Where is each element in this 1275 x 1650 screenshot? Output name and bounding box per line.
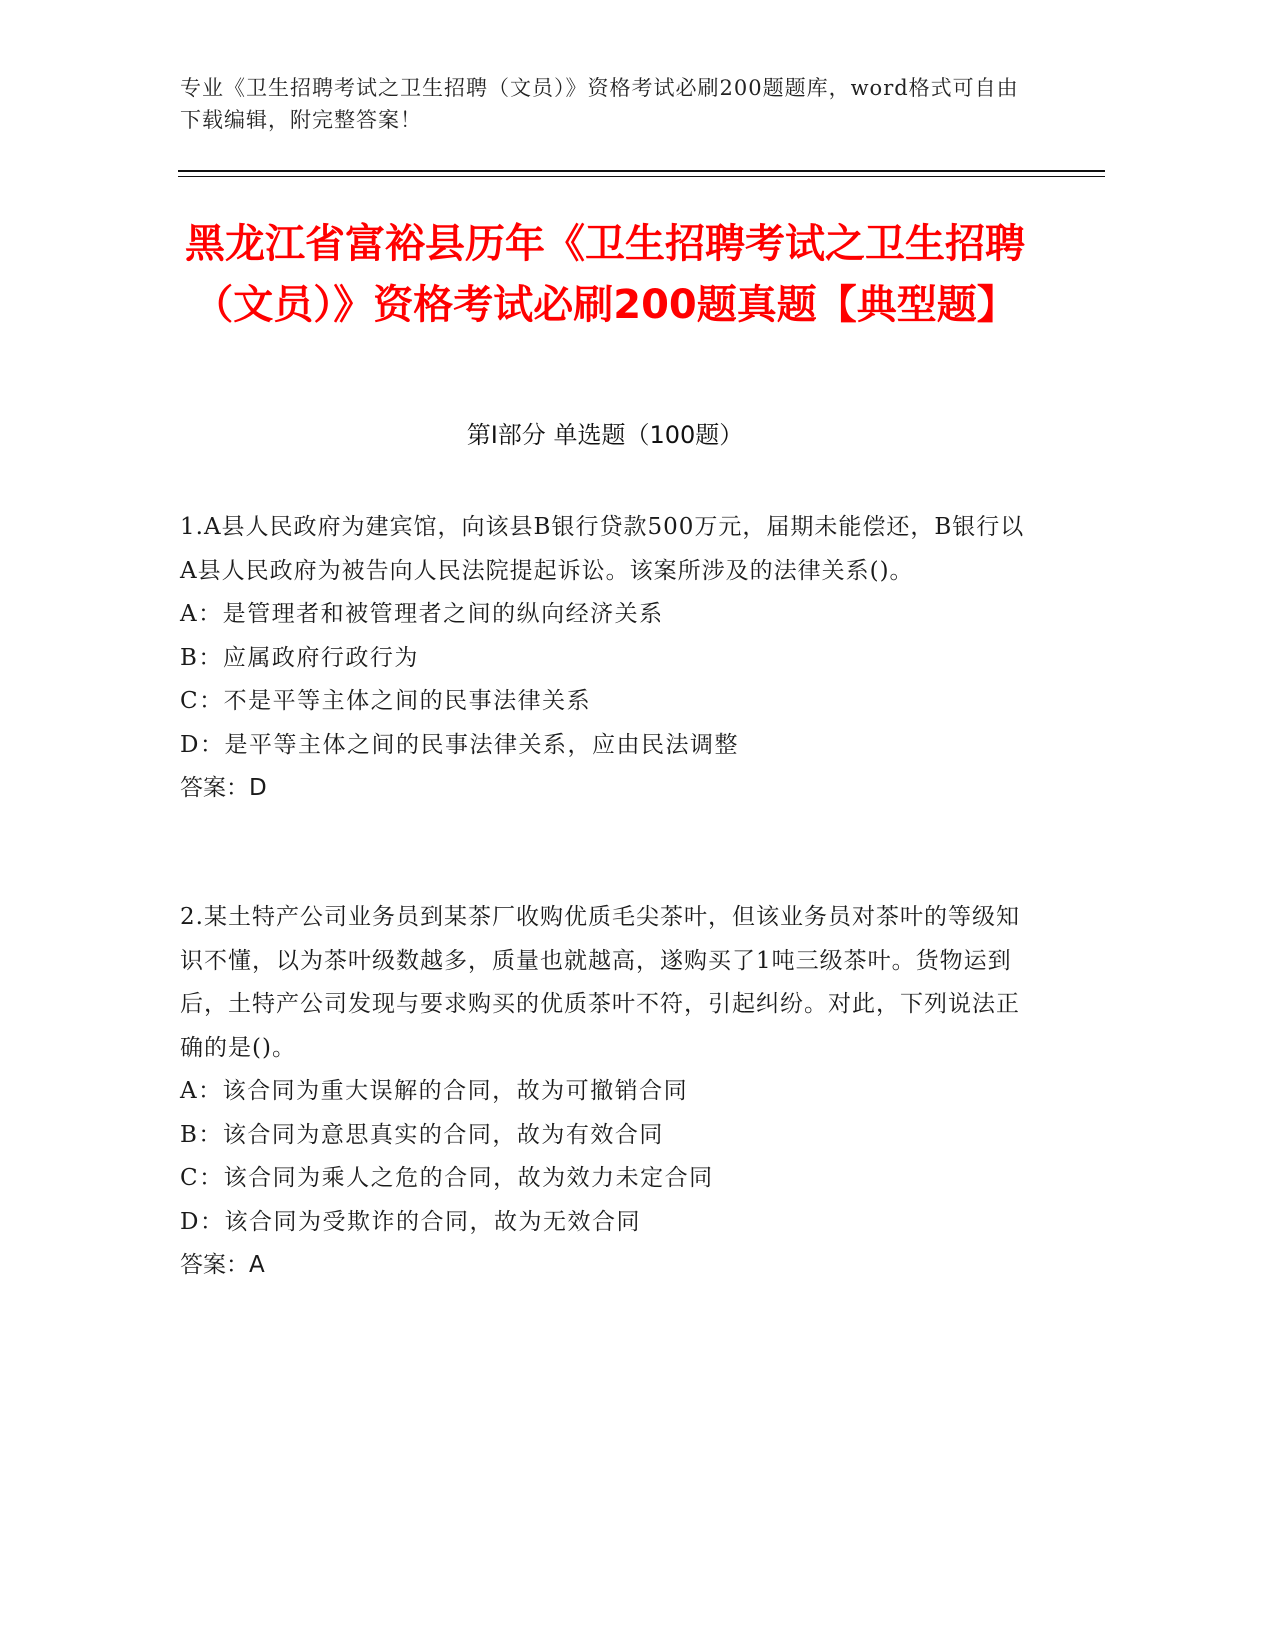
- header-divider-thin: [178, 176, 1105, 177]
- question-2: [180, 896, 1040, 1288]
- option-c: C：该合同为乘人之危的合同，故为效力未定合同: [180, 1165, 714, 1191]
- option-a: A：该合同为重大误解的合同，故为可撤销合同: [180, 1078, 689, 1104]
- option-d: D：是平等主体之间的民事法律关系，应由民法调整: [180, 731, 739, 758]
- option-b: B：该合同为意思真实的合同，故为有效合同: [180, 1121, 664, 1148]
- answer-line: 答案：D: [180, 775, 267, 801]
- question-stem: 1.A县人民政府为建宾馆，向该县B银行贷款500万元，届期未能偿还，B银行以A县人民政府为被告向人民法院提起诉讼。该案所涉及的法律关系()。: [180, 514, 1025, 584]
- answer-line: 答案：A: [180, 1252, 265, 1278]
- option-a: A：是管理者和被管理者之间的纵向经济关系: [180, 601, 664, 627]
- question-1: [180, 506, 1040, 811]
- option-b: B：应属政府行政行为: [180, 644, 419, 671]
- option-d: D：该合同为受欺诈的合同，故为无效合同: [180, 1208, 641, 1235]
- question-stem: 2.某土特产公司业务员到某茶厂收购优质毛尖茶叶，但该业务员对茶叶的等级知识不懂，以为茶叶级数越多，质量也就越高，遂购买了1吨三级茶叶。货物运到后，土特产公司发现与要求购买的优质茶叶不符，引起纠纷。对此，下列说法正确的是()。: [180, 904, 1020, 1061]
- header-note: 专业《卫生招聘考试之卫生招聘（文员）》资格考试必刷200题题库，word格式可自由下载编辑，附完整答案！: [180, 76, 1019, 132]
- section-title: 第Ⅰ部分 单选题（100题）: [466, 421, 744, 449]
- document-title: 黑龙江省富裕县历年《卫生招聘考试之卫生招聘（文员）》资格考试必刷200题真题【典型题】: [185, 221, 1025, 328]
- header-divider-thick: [178, 170, 1105, 172]
- option-c: C：不是平等主体之间的民事法律关系: [180, 688, 592, 714]
